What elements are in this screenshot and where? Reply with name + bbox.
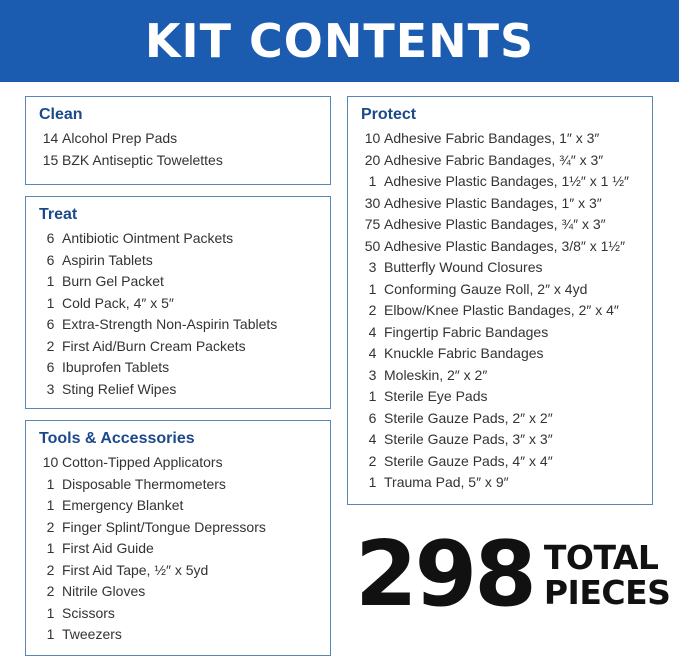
- item-name: Emergency Blanket: [62, 497, 184, 513]
- item-quantity: 75: [364, 216, 381, 232]
- item-name: Nitrile Gloves: [62, 583, 146, 599]
- item-quantity: 3: [368, 366, 377, 383]
- list-item: [361, 257, 652, 279]
- list-item: [39, 293, 330, 315]
- item-name: Finger Splint/Tongue Depressors: [62, 518, 266, 535]
- item-quantity: 2: [46, 561, 55, 578]
- list-item: [361, 365, 652, 387]
- item-name: Adhesive Plastic Bandages, ¾″ x 3″: [384, 216, 606, 232]
- list-item: [361, 429, 652, 451]
- item-name: First Aid Guide: [62, 540, 154, 556]
- item-name: Adhesive Plastic Bandages, 1½″ x 1 ½″: [384, 173, 629, 189]
- section-heading-protect: Protect: [361, 106, 417, 123]
- item-name: Ibuprofen Tablets: [62, 359, 170, 375]
- item-quantity: 4: [368, 323, 377, 340]
- item-name: First Aid Tape, ½″ x 5yd: [62, 561, 209, 578]
- list-item: [39, 452, 330, 474]
- item-quantity: 20: [364, 151, 381, 168]
- item-quantity: 2: [46, 337, 55, 354]
- item-list-protect: [361, 128, 652, 494]
- item-name: Sterile Gauze Pads, 4″ x 4″: [384, 452, 553, 469]
- item-quantity: 10: [364, 130, 381, 146]
- item-name: Elbow/Knee Plastic Bandages, 2″ x 4″: [384, 302, 619, 318]
- list-item: [361, 386, 652, 408]
- item-name: Trauma Pad, 5″ x 9″: [384, 474, 509, 490]
- list-item: [39, 128, 330, 150]
- item-name: Sterile Eye Pads: [384, 388, 488, 404]
- list-item: [39, 271, 330, 293]
- item-name: Sterile Gauze Pads, 2″ x 2″: [384, 409, 553, 426]
- item-quantity: 1: [46, 475, 55, 492]
- total-label: [543, 537, 671, 612]
- item-name: Butterfly Wound Closures: [384, 259, 543, 275]
- item-quantity: 6: [368, 409, 377, 426]
- item-quantity: 1: [46, 626, 55, 642]
- list-item: [39, 228, 330, 250]
- list-item: [39, 336, 330, 358]
- item-quantity: 10: [42, 454, 59, 470]
- item-quantity: 2: [368, 452, 377, 469]
- page-title: KIT CONTENTS: [144, 14, 535, 68]
- item-quantity: 1: [368, 388, 377, 404]
- item-name: Conforming Gauze Roll, 2″ x 4yd: [384, 280, 588, 297]
- item-quantity: 3: [46, 380, 55, 397]
- clean-section: [25, 96, 331, 185]
- list-item: [361, 128, 652, 150]
- item-name: Fingertip Fabric Bandages: [384, 323, 549, 340]
- item-quantity: 4: [368, 345, 377, 361]
- item-quantity: 6: [46, 316, 55, 332]
- list-item: [39, 495, 330, 517]
- item-quantity: 1: [46, 273, 55, 289]
- list-item: [39, 314, 330, 336]
- item-quantity: 6: [46, 251, 55, 268]
- item-name: Moleskin, 2″ x 2″: [384, 366, 488, 383]
- list-item: [39, 250, 330, 272]
- item-quantity: 1: [368, 280, 377, 297]
- item-name: Sterile Gauze Pads, 3″ x 3″: [384, 431, 553, 447]
- item-name: Antibiotic Ointment Packets: [62, 230, 234, 246]
- item-quantity: 3: [368, 259, 377, 275]
- section-heading-treat: Treat: [39, 206, 78, 223]
- item-quantity: 1: [46, 540, 55, 556]
- list-item: [39, 624, 330, 646]
- item-quantity: 30: [364, 194, 381, 211]
- protect-section: [347, 96, 653, 505]
- item-quantity: 6: [46, 359, 55, 375]
- item-name: Adhesive Fabric Bandages, 1″ x 3″: [384, 130, 600, 146]
- item-list-treat: [39, 228, 330, 400]
- item-quantity: 1: [46, 294, 55, 311]
- list-item: [39, 357, 330, 379]
- list-item: [361, 472, 652, 494]
- item-quantity: 1: [368, 474, 377, 490]
- tools-accessories-section: [25, 420, 331, 656]
- list-item: [361, 150, 652, 172]
- list-item: [39, 150, 330, 172]
- list-item: [361, 236, 652, 258]
- item-name: Extra-Strength Non-Aspirin Tablets: [62, 316, 278, 332]
- item-quantity: 50: [364, 237, 381, 254]
- list-item: [39, 581, 330, 603]
- item-list-tools: [39, 452, 330, 646]
- treat-section: [25, 196, 331, 409]
- item-quantity: 2: [368, 302, 377, 318]
- total-label-line1: TOTAL: [543, 537, 659, 577]
- list-item: [39, 603, 330, 625]
- item-quantity: 4: [368, 431, 377, 447]
- item-name: Tweezers: [62, 626, 122, 642]
- list-item: [361, 279, 652, 301]
- total-count: 298: [355, 521, 534, 627]
- list-item: [361, 300, 652, 322]
- item-name: Cold Pack, 4″ x 5″: [62, 294, 174, 311]
- item-name: First Aid/Burn Cream Packets: [62, 337, 246, 354]
- item-quantity: 2: [46, 583, 55, 599]
- item-name: Sting Relief Wipes: [62, 380, 177, 397]
- list-item: [361, 193, 652, 215]
- item-quantity: 1: [46, 497, 55, 513]
- section-heading-tools: Tools & Accessories: [39, 430, 195, 447]
- item-quantity: 2: [46, 518, 55, 535]
- list-item: [361, 343, 652, 365]
- item-name: Knuckle Fabric Bandages: [384, 345, 544, 361]
- item-quantity: 1: [46, 604, 55, 621]
- total-pieces-badge: [355, 521, 671, 627]
- section-heading-clean: Clean: [39, 106, 83, 123]
- item-name: Adhesive Plastic Bandages, 3/8″ x 1½″: [384, 237, 626, 254]
- item-name: Burn Gel Packet: [62, 273, 164, 289]
- list-item: [361, 171, 652, 193]
- list-item: [361, 214, 652, 236]
- item-name: Scissors: [62, 604, 115, 621]
- list-item: [361, 322, 652, 344]
- item-name: BZK Antiseptic Towelettes: [62, 151, 223, 168]
- list-item: [361, 408, 652, 430]
- list-item: [361, 451, 652, 473]
- item-list-clean: [39, 128, 330, 171]
- item-name: Aspirin Tablets: [62, 251, 153, 268]
- item-name: Adhesive Plastic Bandages, 1″ x 3″: [384, 194, 602, 211]
- item-quantity: 15: [42, 151, 59, 168]
- item-name: Alcohol Prep Pads: [62, 130, 178, 146]
- list-item: [39, 379, 330, 401]
- item-name: Cotton-Tipped Applicators: [62, 454, 223, 470]
- total-label-line2: PIECES: [543, 572, 671, 612]
- list-item: [39, 517, 330, 539]
- item-quantity: 14: [42, 130, 59, 146]
- item-quantity: 1: [368, 173, 377, 189]
- list-item: [39, 538, 330, 560]
- list-item: [39, 474, 330, 496]
- title-banner: [0, 0, 679, 82]
- list-item: [39, 560, 330, 582]
- item-quantity: 6: [46, 230, 55, 246]
- item-name: Disposable Thermometers: [62, 475, 226, 492]
- item-name: Adhesive Fabric Bandages, ¾″ x 3″: [384, 151, 604, 168]
